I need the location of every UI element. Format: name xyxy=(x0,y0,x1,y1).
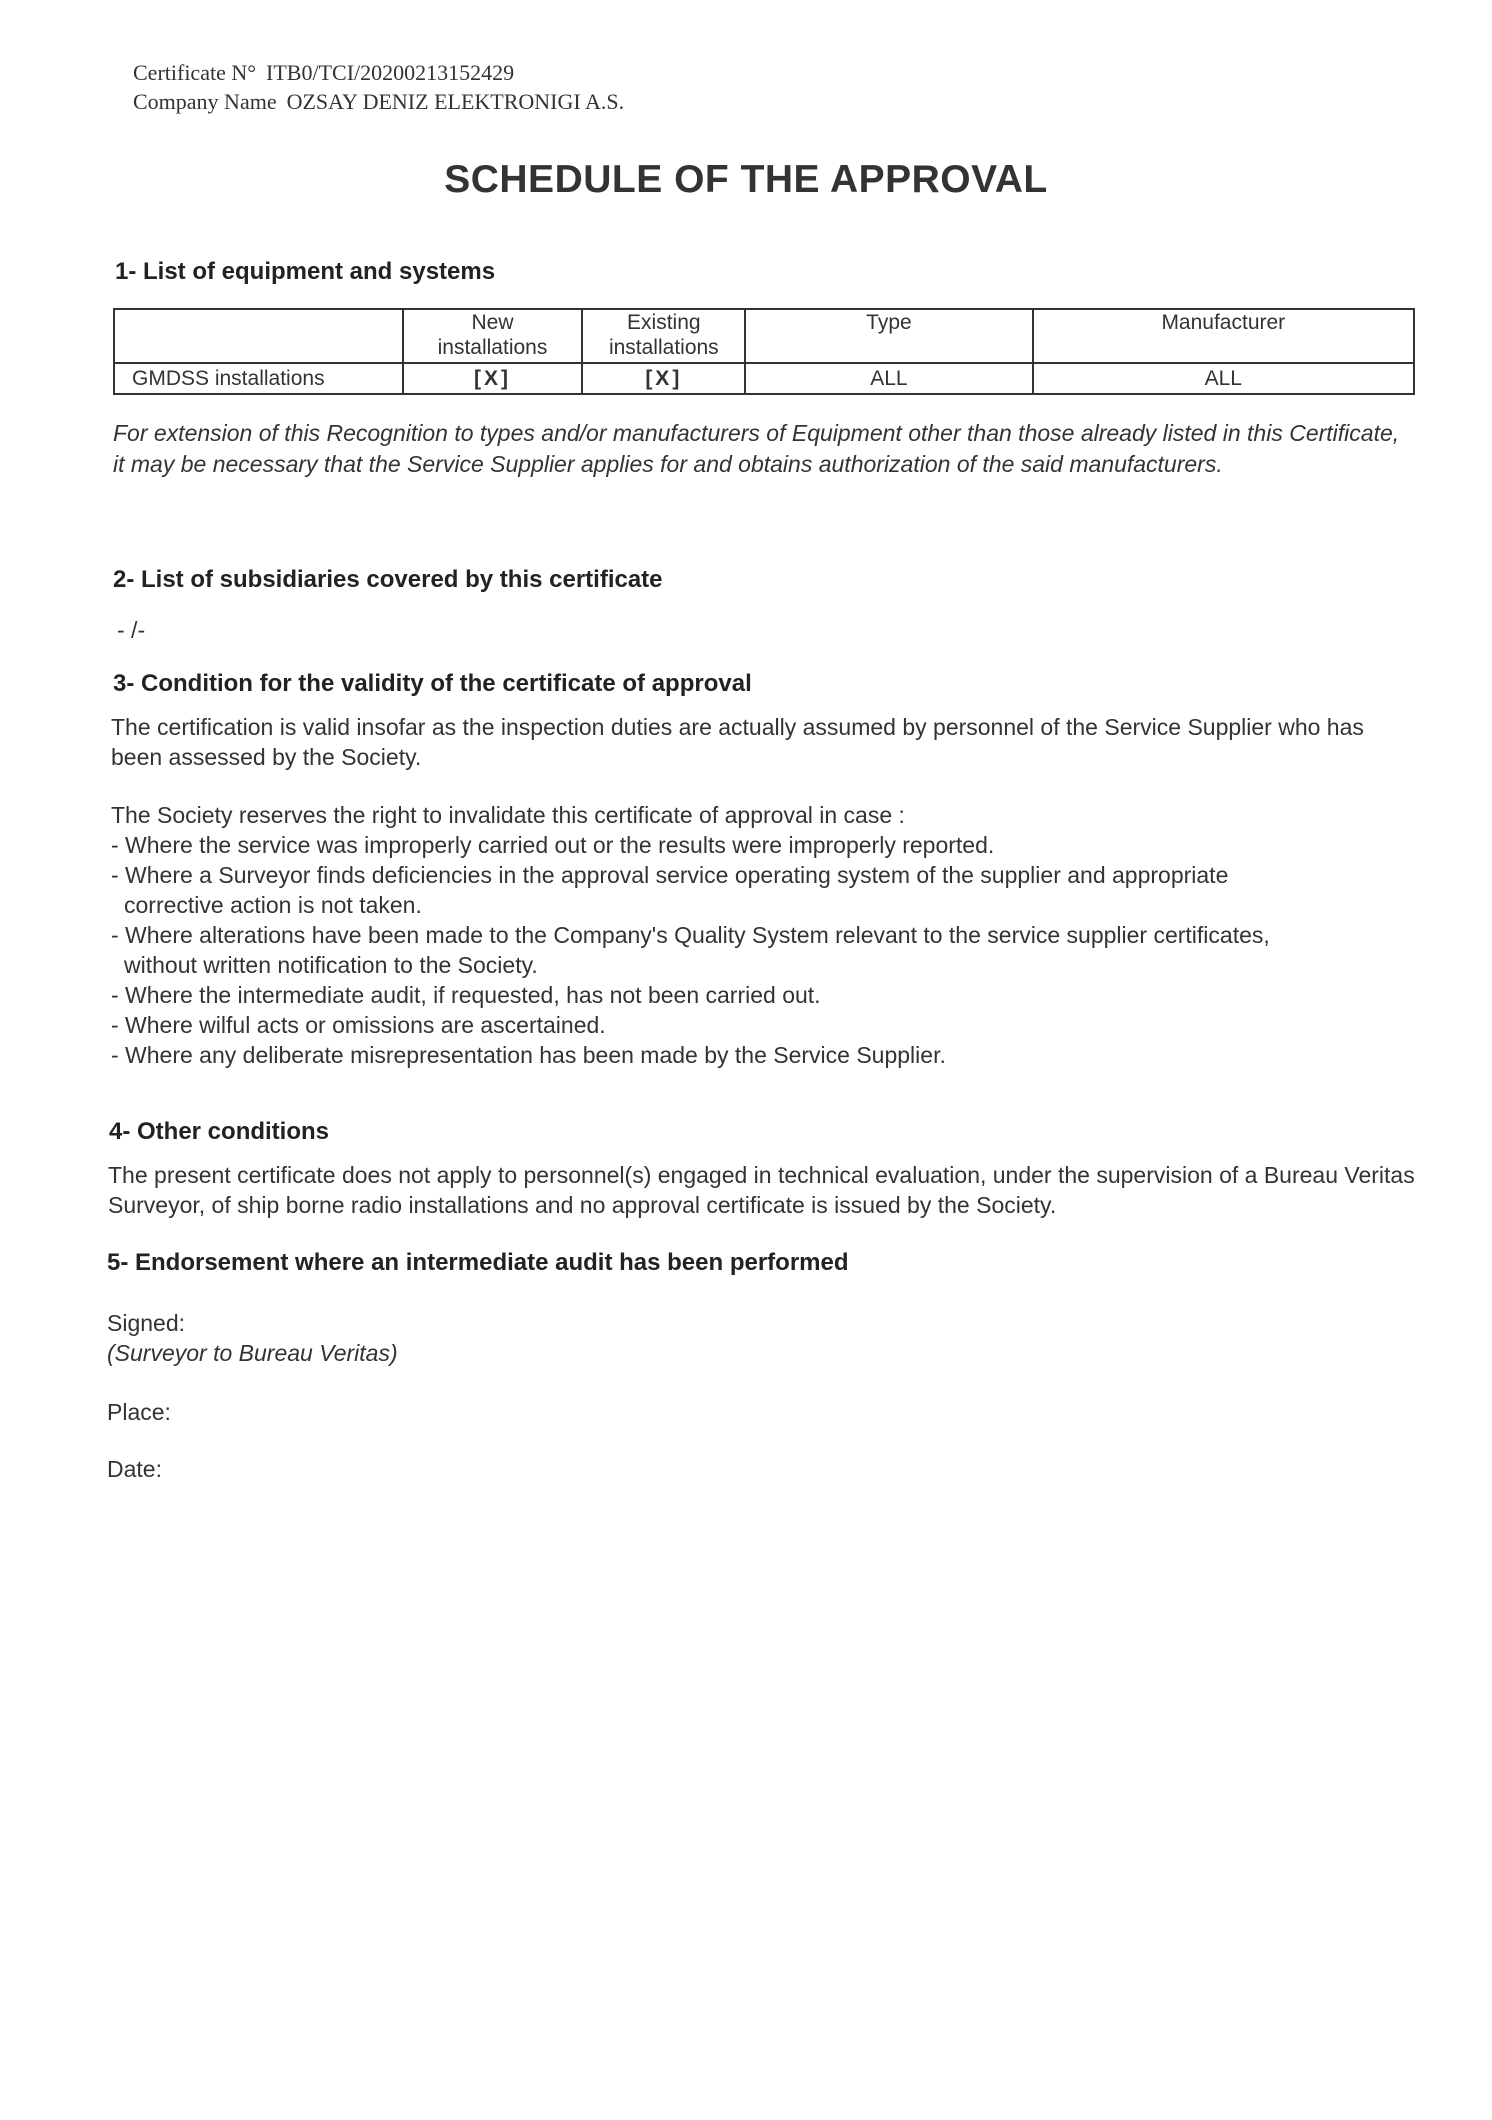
section2-heading: 2- List of subsidiaries covered by this certificate xyxy=(113,566,663,593)
signed-role: (Surveyor to Bureau Veritas) xyxy=(107,1340,398,1366)
validity-paragraph: The certification is valid insofar as the inspection duties are actually assumed by personnel of the Service Supplier who has been assessed by the Society. xyxy=(111,714,1364,770)
list-item: - Where a Surveyor finds deficiencies in the approval service operating system of the supplier and appropriate xyxy=(111,862,1229,888)
extension-note: For extension of this Recognition to types and/or manufacturers of Equipment other than those already listed in this Certificate, it may be necessary that the Service Supplier applies for and obtains authorization of the said manufacturers. xyxy=(113,420,1400,477)
table-header-existing-installations xyxy=(582,309,745,363)
list-item: - Where wilful acts or omissions are ascertained. xyxy=(111,1012,606,1038)
section4-heading: 4- Other conditions xyxy=(109,1118,330,1145)
header-existing-line2: installations xyxy=(608,336,719,359)
table-header-row xyxy=(114,309,1414,363)
list-item: - Where the intermediate audit, if requested, has not been carried out. xyxy=(111,982,821,1008)
table-cell-manufacturer: ALL xyxy=(1033,363,1414,394)
invalidation-conditions xyxy=(111,800,1417,1070)
table-cell-type: ALL xyxy=(745,363,1032,394)
table-cell-new-mark: [X] xyxy=(403,363,583,394)
table-header-manufacturer: Manufacturer xyxy=(1033,309,1414,363)
header-existing-line1: Existing xyxy=(627,311,701,334)
table-cell-equipment: GMDSS installations xyxy=(114,363,403,394)
date-label: Date: xyxy=(107,1456,162,1482)
subsidiaries-content: - /- xyxy=(117,617,146,643)
table-cell-existing-mark: [X] xyxy=(582,363,745,394)
list-item: - Where the service was improperly carried out or the results were improperly reported. xyxy=(111,832,995,858)
company-name-line xyxy=(133,87,624,116)
equipment-table xyxy=(113,308,1415,395)
section1-heading: 1- List of equipment and systems xyxy=(115,258,496,285)
company-name: OZSAY DENIZ ELEKTRONIGI A.S. xyxy=(286,89,625,114)
other-conditions-paragraph: The present certificate does not apply to personnel(s) engaged in technical evaluation, under the supervision of a Bureau Veritas Surveyor, of ship borne radio installations and no approval certificate is issued by the Society. xyxy=(108,1162,1415,1218)
table-header-new-installations xyxy=(403,309,583,363)
section5-heading: 5- Endorsement where an intermediate audit has been performed xyxy=(107,1249,849,1276)
table-row xyxy=(114,363,1414,394)
list-item: - Where any deliberate misrepresentation has been made by the Service Supplier. xyxy=(111,1042,946,1068)
section3-heading: 3- Condition for the validity of the certificate of approval xyxy=(113,670,752,697)
signed-block xyxy=(107,1310,398,1367)
header-new-line1: New xyxy=(471,311,514,334)
certificate-number-label: Certificate N° xyxy=(133,60,257,85)
list-item: - Where alterations have been made to the Company's Quality System relevant to the service supplier certificates, xyxy=(111,922,1270,948)
certificate-number: ITB0/TCI/20200213152429 xyxy=(266,60,515,85)
certificate-number-line xyxy=(133,58,624,87)
certificate-header xyxy=(133,58,624,116)
list-item-continuation: without written notification to the Society. xyxy=(124,952,538,978)
table-header-cell xyxy=(114,309,403,363)
header-new-line2: installations xyxy=(437,336,548,359)
signed-label: Signed: xyxy=(107,1310,186,1336)
table-header-type: Type xyxy=(745,309,1032,363)
company-name-label: Company Name xyxy=(133,89,277,114)
page-title: SCHEDULE OF THE APPROVAL xyxy=(444,158,1048,201)
invalidation-intro: The Society reserves the right to invalidate this certificate of approval in case : xyxy=(111,802,905,828)
list-item-continuation: corrective action is not taken. xyxy=(124,892,422,918)
place-label: Place: xyxy=(107,1399,171,1425)
